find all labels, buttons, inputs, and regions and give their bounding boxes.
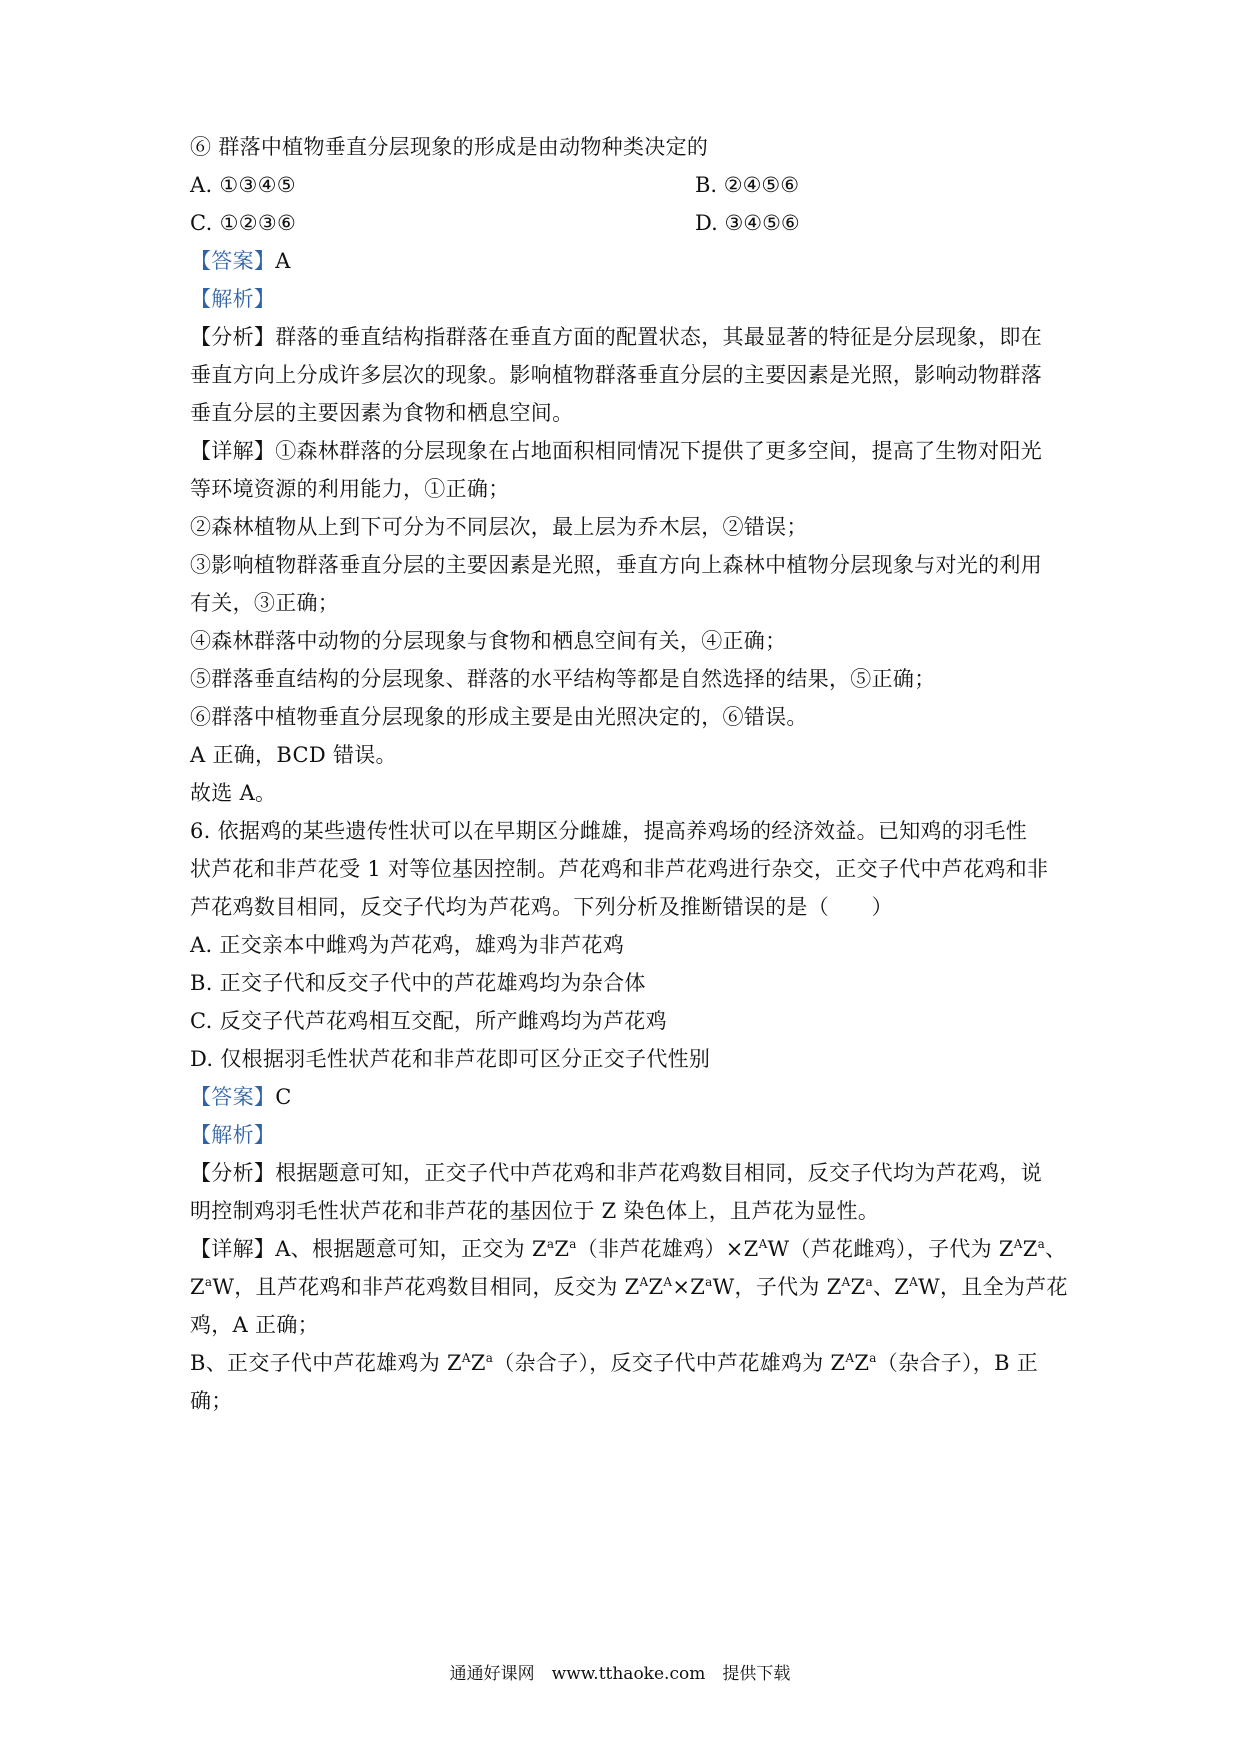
q5-fenxi-text-1: 群落的垂直结构指群落在垂直方面的配置状态，其最显著的特征是分层现象，即在 — [275, 325, 1042, 349]
q6-xj-text: ×Z — [672, 1275, 706, 1299]
q6-xj-text: Z — [850, 1275, 866, 1299]
q5-option-b: B. ②④⑤⑥ — [695, 173, 800, 197]
allele-sup: A — [639, 1275, 649, 1289]
q6-xj-text: Z — [554, 1237, 570, 1261]
q5-answer — [190, 246, 291, 276]
q6-option-b: B. 正交子代和反交子代中的芦花雄鸡均为杂合体 — [190, 971, 646, 995]
q5-xiangjie-5: 有关，③正确； — [190, 591, 340, 615]
allele-sup: a — [865, 1275, 873, 1289]
q6-xj-text: W，且芦花鸡和非芦花鸡数目相同，反交为 Z — [212, 1275, 640, 1299]
answer-tag: 【答案】 — [190, 249, 276, 273]
allele-sup: a — [869, 1351, 877, 1365]
q6-xj-text: Z — [1022, 1237, 1038, 1261]
q5-fenxi-3: 垂直分层的主要因素为食物和栖息空间。 — [190, 401, 574, 425]
allele-sup: a — [1037, 1237, 1046, 1251]
q6-xj-text: Z — [648, 1275, 664, 1299]
q6-option-a: A. 正交亲本中雌鸡为芦花鸡，雄鸡为非芦花鸡 — [190, 933, 625, 957]
allele-sup: A — [758, 1237, 768, 1251]
allele-sup: a — [569, 1237, 577, 1251]
allele-sup: a — [485, 1351, 494, 1365]
allele-sup: A — [841, 1275, 851, 1289]
fenxi-tag: 【分析】 — [190, 325, 276, 349]
q5-fenxi-2: 垂直方向上分成许多层次的现象。影响植物群落垂直分层的主要因素是光照，影响动物群落 — [190, 363, 1042, 387]
q6-xiangjie-3: 鸡，A 正确； — [190, 1313, 319, 1337]
q6-xj-text: Z — [470, 1351, 486, 1375]
q5-xiangjie-7: ⑤群落垂直结构的分层现象、群落的水平结构等都是自然选择的结果，⑤正确； — [190, 667, 936, 691]
q6-xj-text: （非芦花雄鸡）×Z — [576, 1237, 759, 1261]
fenxi-tag: 【分析】 — [190, 1161, 276, 1185]
q6-analysis-tag: 【解析】 — [190, 1123, 276, 1147]
q5-option-c: C. ①②③⑥ — [190, 211, 297, 235]
q5-xiangjie-8: ⑥群落中植物垂直分层现象的形成主要是由光照决定的，⑥错误。 — [190, 705, 808, 729]
q6-stem-1: 6. 依据鸡的某些遗传性状可以在早期区分雌雄，提高养鸡场的经济效益。已知鸡的羽毛性 — [190, 819, 1028, 843]
q5-xiangjie-3: ②森林植物从上到下可分为不同层次，最上层为乔木层，②错误； — [190, 515, 808, 539]
q5-statement-6: ⑥ 群落中植物垂直分层现象的形成是由动物种类决定的 — [190, 135, 709, 159]
allele-sup: a — [204, 1275, 213, 1289]
allele-sup: A — [909, 1275, 919, 1289]
q6-xiangjie-1 — [190, 1234, 1066, 1264]
q6-xiangjie-2 — [190, 1272, 1068, 1302]
q5-xiangjie-6: ④森林群落中动物的分层现象与食物和栖息空间有关，④正确； — [190, 629, 787, 653]
q6-option-d: D. 仅根据羽毛性状芦花和非芦花即可区分正交子代性别 — [190, 1047, 711, 1071]
q6-xj-text: W（芦花雌鸡），子代为 Z — [767, 1237, 1014, 1261]
q6-xiangjie-4 — [190, 1348, 1038, 1378]
q5-xiangjie-text-1: ①森林群落的分层现象在占地面积相同情况下提供了更多空间，提高了生物对阳光 — [275, 439, 1042, 463]
q6-xj-text: W，且全为芦花 — [918, 1275, 1068, 1299]
xiangjie-tag: 【详解】 — [190, 439, 276, 463]
q6-xj-text: 、 — [1045, 1237, 1067, 1261]
allele-sup: a — [546, 1237, 555, 1251]
q6-stem-2: 状芦花和非芦花受 1 对等位基因控制。芦花鸡和非芦花鸡进行杂交，正交子代中芦花鸡和非 — [190, 857, 1049, 881]
q5-xiangjie-2: 等环境资源的利用能力，①正确； — [190, 477, 510, 501]
q6-xj-text: B、正交子代中芦花雄鸡为 Z — [190, 1351, 462, 1375]
q6-option-c: C. 反交子代芦花鸡相互交配，所产雌鸡均为芦花鸡 — [190, 1009, 667, 1033]
q5-xiangjie-9: A 正确，BCD 错误。 — [190, 743, 397, 767]
q6-xj-text: W，子代为 Z — [712, 1275, 842, 1299]
q5-answer-value: A — [275, 249, 291, 273]
answer-tag: 【答案】 — [190, 1085, 276, 1109]
q5-xiangjie-10: 故选 A。 — [190, 781, 277, 805]
q6-xj-text: （杂合子），B 正 — [876, 1351, 1039, 1375]
q5-xiangjie-4: ③影响植物群落垂直分层的主要因素是光照，垂直方向上森林中植物分层现象与对光的利用 — [190, 553, 1042, 577]
allele-sup: A — [845, 1351, 855, 1365]
q6-xj-text: Z — [190, 1275, 205, 1299]
allele-sup: A — [663, 1275, 673, 1289]
page-footer: 通通好课网 www.tthaoke.com 提供下载 — [449, 1664, 791, 1684]
q6-stem-3: 芦花鸡数目相同，反交子代均为芦花鸡。下列分析及推断错误的是（ ） — [190, 895, 893, 919]
q5-option-d: D. ③④⑤⑥ — [695, 211, 800, 235]
allele-sup: A — [461, 1351, 471, 1365]
q6-answer-value: C — [275, 1085, 292, 1109]
q6-fenxi-text-1: 根据题意可知，正交子代中芦花鸡和非芦花鸡数目相同，反交子代均为芦花鸡，说 — [275, 1161, 1042, 1185]
q5-xiangjie-1 — [190, 436, 1042, 466]
xiangjie-tag: 【详解】 — [190, 1237, 276, 1261]
q5-option-a: A. ①③④⑤ — [190, 173, 296, 197]
allele-sup: a — [705, 1275, 713, 1289]
allele-sup: A — [1013, 1237, 1023, 1251]
q6-xj-text: Z — [854, 1351, 870, 1375]
q6-xj-text: 、Z — [872, 1275, 910, 1299]
q6-xj-text: （杂合子），反交子代中芦花雄鸡为 Z — [493, 1351, 846, 1375]
q6-xiangjie-5: 确； — [190, 1389, 233, 1413]
q6-fenxi-2: 明控制鸡羽毛性状芦花和非芦花的基因位于 Z 染色体上，且芦花为显性。 — [190, 1199, 880, 1223]
q6-answer — [190, 1082, 292, 1112]
q5-analysis-tag: 【解析】 — [190, 287, 276, 311]
q5-fenxi-1 — [190, 322, 1042, 352]
q6-xj-text: A、根据题意可知，正交为 Z — [275, 1237, 547, 1261]
q6-fenxi-1 — [190, 1158, 1042, 1188]
